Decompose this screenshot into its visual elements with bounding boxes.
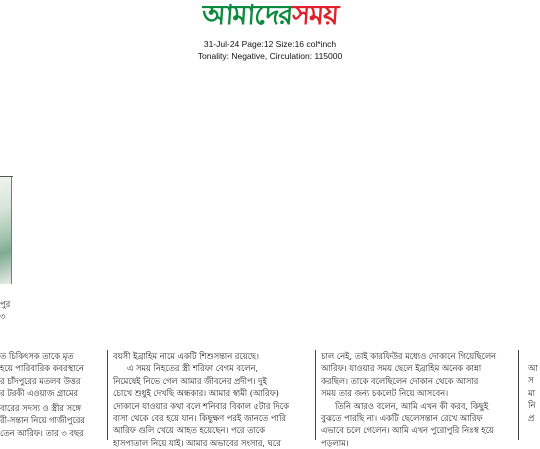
photo-caption	[0, 298, 16, 322]
newspaper-logo	[201, 1, 339, 31]
text-line: র টরকী এওয়াজ গ্রামের	[0, 388, 78, 399]
text-line: পড়লাম।	[321, 437, 349, 448]
text-line: আ	[528, 363, 538, 373]
text-line: হয়ে পারিবারিক কবরস্থানে	[0, 363, 84, 374]
text-line: সময় তার জন্য চকলেট নিয়ে আসবেন।	[321, 388, 449, 399]
text-line: বারের সদস্য ও স্ত্রীর সঙ্গে	[0, 403, 81, 413]
caption-line: পুর	[0, 299, 11, 309]
far-right-column	[528, 362, 540, 424]
middle-column	[113, 350, 311, 449]
text-line: বুঝতে পারছি না। একটি ছেলেসন্তান রেখে আরিফ	[321, 413, 483, 424]
column-rule	[518, 350, 519, 440]
text-line: আরিফ গুলি খেয়ে আহত হয়েছেন। পরে তাকে	[113, 425, 265, 436]
right-column	[321, 350, 513, 449]
text-line: স	[528, 375, 534, 386]
left-column-bottom	[0, 402, 100, 439]
column-rule	[107, 350, 108, 440]
caption-line: ৩	[0, 311, 6, 321]
text-line: এ সময় নিহতের স্ত্রী শরিফা বেগম বলেন,	[127, 363, 259, 374]
text-line: প্র	[528, 412, 535, 423]
logo-part-2: সময়	[291, 0, 340, 31]
clipping-meta-line-2: Tonality: Negative, Circulation: 115000	[197, 51, 343, 61]
news-photo	[0, 176, 12, 284]
text-line: নিমেষেই নিভে গেল আমার জীবনের প্রদীপ। দুই	[113, 375, 267, 386]
column-rule	[315, 350, 316, 440]
text-line: দোকানে যাওয়ার কথা বলে শনিবার বিকাল ৫টার দিকে	[113, 400, 289, 411]
logo-part-1: আমাদের	[200, 0, 294, 31]
text-line: হাসপাতাল নিয়ে যাই। আমার অভাবের সংসার, ঘরে	[113, 437, 281, 448]
text-line: এভাবে চলে গেলেন। আমি এখন পুরোপুরি নিঃস্ব হয়ে	[321, 425, 494, 436]
text-line: বয়সী ইব্রাহিম নামে একটি শিশুসন্তান রয়েছে।	[113, 351, 259, 361]
text-line: চাল নেই, তাই কারফিউর মধ্যেও দোকানে গিয়েছিলেন	[321, 351, 496, 361]
text-line: তিনি আরও বলেন, আমি এখন কী করব, কিছুই	[335, 400, 489, 411]
text-line: রী-সন্তান নিয়ে গাজীপুরের	[0, 415, 85, 426]
text-line: আরিফ। যাওয়ার সময় ছেলে ইব্রাহিম অনেক কান্না	[321, 363, 482, 374]
left-column-top	[0, 350, 100, 400]
photo-border	[0, 176, 13, 177]
text-line: চোখে শুধুই দেখছি অন্ধকার। আমার স্বামী (আরিফ)	[113, 388, 279, 399]
text-line: করছিল। তাকে বলেছিলেন দোকান থেকে আসার	[321, 375, 479, 386]
text-line: বাসা থেকে বের হয়ে যান। কিছুক্ষণ পরই জানতে পারি	[113, 413, 286, 424]
clipping-meta-line-1: 31-Jul-24 Page:12 Size:16 col*inch	[203, 39, 337, 49]
text-line: র চাঁদপুরের মতলব উত্তর	[0, 375, 81, 386]
masthead	[0, 0, 540, 36]
text-line: তেন আরিফ। তার ৩ বছর	[0, 427, 84, 438]
text-line: ত চিকিৎসক তাকে মৃত	[0, 351, 74, 361]
news-clipping	[0, 66, 540, 448]
text-line: মা	[528, 387, 536, 398]
text-line: নি	[528, 400, 536, 411]
